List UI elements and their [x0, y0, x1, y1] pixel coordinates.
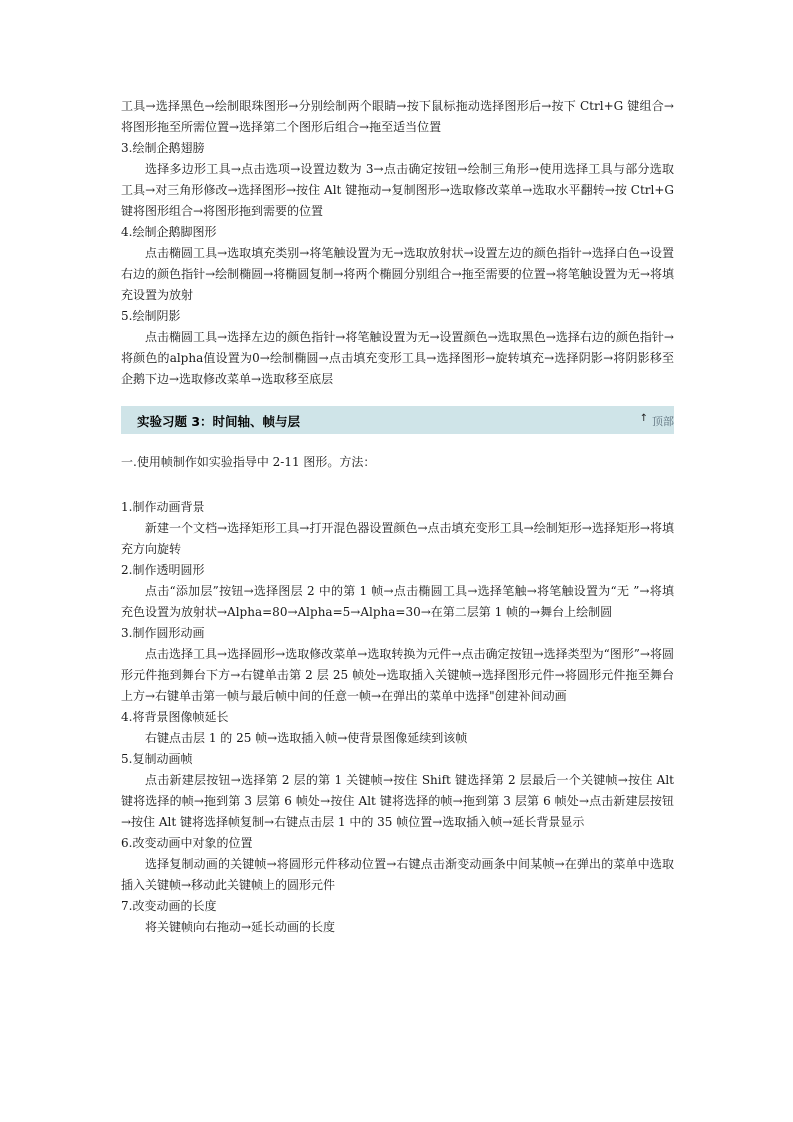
step-heading: 5.绘制阴影 — [121, 309, 181, 323]
intro-paragraph: 工具→选择黑色→绘制眼珠图形→分别绘制两个眼睛→按下鼠标拖动选择图形后→按下 Ctrl+G 键组合→将图形拖至所需位置→选择第二个图形后组合→拖至适当位置 — [121, 99, 674, 134]
step-body: 右键点击层 1 的 25 帧→选取插入帧→使背景图像延续到该帧 — [145, 731, 468, 745]
step-body: 点击椭圆工具→选择左边的颜色指针→将笔触设置为无→设置颜色→选取黑色→选择右边的颜色指针→将颜色的alpha值设置为0→绘制椭圆→点击填充变形工具→选择图形→旋转填充→选择阴影→将阴影移至企鹅下边→选取修改菜单→选取移至底层 — [121, 330, 674, 386]
section-header-bar — [121, 406, 674, 434]
step-body: 选择多边形工具→点击选项→设置边数为 3→点击确定按钮→绘制三角形→使用选择工具与部分选取工具→对三角形修改→选择图形→按住 Alt 键拖动→复制图形→选取修改菜单→选取水平翻转→按 Ctrl+G 键将图形组合→将图形拖到需要的位置 — [121, 162, 674, 218]
step-body: 点击“添加层”按钮→选择图层 2 中的第 1 帧→点击椭圆工具→选择笔触→将笔触设置为“无 ”→将填充色设置为放射状→Alpha=80→Alpha=5→Alpha=30→在第二层第 1 帧的→舞台上绘制圆 — [121, 584, 674, 619]
back-to-top-label: 顶部 — [652, 415, 674, 428]
step-heading: 1.制作动画背景 — [121, 500, 205, 514]
part2-content — [121, 452, 674, 938]
section-title: 实验习题 3：时间轴、帧与层 — [137, 414, 301, 429]
step-heading: 6.改变动画中对象的位置 — [121, 836, 253, 850]
step-heading: 3.绘制企鹅翅膀 — [121, 141, 205, 155]
step-body: 点击椭圆工具→选取填充类别→将笔触设置为无→选取放射状→设置左边的颜色指针→选择白色→设置右边的颜色指针→绘制椭圆→将椭圆复制→将两个椭圆分别组合→拖至需要的位置→将笔触设置为无→将填充设置为放射 — [121, 246, 674, 302]
step-body: 点击新建层按钮→选择第 2 层的第 1 关键帧→按住 Shift 键选择第 2 层最后一个关键帧→按住 Alt 键将选择的帧→拖到第 3 层第 6 帧处→按住 Alt 键将选择的帧→拖到第 3 层第 6 帧处→点击新建层按钮→按住 Alt 键将选择帧复制→右键点击层 1 中的 35 帧位置→选取插入帧→延长背景显示 — [121, 773, 674, 829]
step-heading: 4.将背景图像帧延长 — [121, 710, 229, 724]
step-body: 新建一个文档→选择矩形工具→打开混色器设置颜色→点击填充变形工具→绘制矩形→选择矩形→将填充方向旋转 — [121, 521, 674, 556]
step-heading: 5.复制动画帧 — [121, 752, 193, 766]
part1-content — [121, 96, 674, 390]
step-heading: 4.绘制企鹅脚图形 — [121, 225, 217, 239]
exercise-intro: 一.使用帧制作如实验指导中 2-11 图形。方法： — [121, 455, 376, 469]
step-body: 选择复制动画的关键帧→将圆形元件移动位置→右键点击渐变动画条中间某帧→在弹出的菜单中选取插入关键帧→移动此关键帧上的圆形元件 — [121, 857, 674, 892]
step-heading: 3.制作圆形动画 — [121, 626, 205, 640]
step-heading: 2.制作透明圆形 — [121, 563, 205, 577]
step-body: 点击选择工具→选择圆形→选取修改菜单→选取转换为元件→点击确定按钮→选择类型为“图形”→将圆形元件拖到舞台下方→右键单击第 2 层 25 帧处→选取插入关键帧→选择图形元件→将圆形元件拖至舞台上方→右键单击第一帧与最后帧中间的任意一帧→在弹出的菜单中选择"创建补间动画 — [121, 647, 674, 703]
step-heading: 7.改变动画的长度 — [121, 899, 217, 913]
step-body: 将关键帧向右拖动→延长动画的长度 — [145, 920, 336, 934]
up-arrow-icon: ↑ — [639, 413, 648, 424]
back-to-top-link[interactable] — [640, 413, 674, 429]
